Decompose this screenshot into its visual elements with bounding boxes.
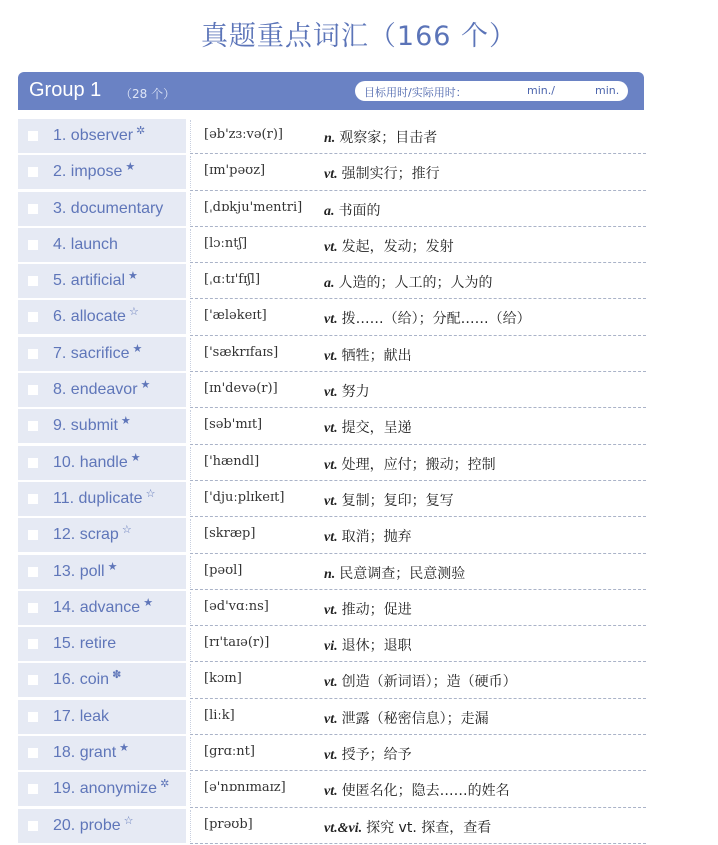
meaning: 努力 [341,384,370,401]
word-number: 2. [53,163,67,181]
checkbox[interactable] [28,494,38,504]
word-entry [53,526,132,544]
word-number: 5. [53,272,67,290]
frequency-mark-icon: ★ [132,342,143,355]
vocab-row [18,626,646,662]
column-divider [190,301,191,333]
vocab-row [18,118,646,154]
word-number: 14. [53,598,76,616]
word-cell [18,192,186,226]
word-cell [18,228,186,262]
phonetic: ['sækrɪfaɪs] [204,344,279,360]
definition [324,308,531,328]
meaning: 退休；退职 [341,638,412,655]
target-min-label: min./ [527,84,555,97]
word-entry [53,487,156,508]
column-divider [190,701,191,733]
word-text: probe [79,816,121,834]
word-text: documentary [70,199,164,217]
column-divider [190,156,191,188]
frequency-mark-icon: ★ [107,560,118,573]
part-of-speech: vt. [324,530,338,546]
vocab-row [18,154,646,190]
column-divider [190,338,191,370]
checkbox[interactable] [28,312,38,322]
word-number: 16. [53,671,76,689]
definition [324,163,440,183]
word-entry [53,744,129,762]
phonetic: [əd'vɑːns] [204,598,269,614]
frequency-mark-icon: ★ [119,742,130,755]
column-divider [190,447,191,479]
part-of-speech: a. [324,276,335,292]
frequency-mark-icon: ☆ [145,487,156,500]
word-number: 4. [53,235,67,253]
frequency-mark-icon: ★ [130,451,141,464]
part-of-speech: vt. [324,602,338,618]
vocab-row [18,481,646,517]
vocab-row [18,408,646,444]
word-cell [18,627,186,661]
word-text: submit [70,417,118,435]
word-entry [53,417,131,435]
word-text: artificial [70,272,126,290]
vocabulary-list [18,118,646,844]
word-cell [18,663,186,697]
word-number: 11. [53,489,75,507]
meaning: 处理，应付；搬动；控制 [341,456,496,473]
time-label: 目标用时/实际用时： [364,86,467,99]
word-number: 8. [53,381,67,399]
definition [324,200,381,220]
vocab-row [18,263,646,299]
word-text: advance [79,598,141,616]
vocab-row [18,590,646,626]
phonetic: ['æləkeɪt] [204,308,267,324]
word-cell [18,809,186,843]
definition [324,345,412,365]
word-text: launch [70,235,118,253]
word-number: 9. [53,417,67,435]
group-word-count: （28 个） [120,87,176,101]
checkbox[interactable] [28,821,38,831]
column-divider [190,773,191,805]
column-divider [190,519,191,551]
checkbox[interactable] [28,748,38,758]
checkbox[interactable] [28,167,38,177]
vocab-row [18,372,646,408]
phonetic: [skræp] [204,526,256,542]
part-of-speech: vt. [324,493,338,509]
meaning: 强制实行；推行 [341,166,440,183]
page-title: 真题重点词汇（166 个） [200,21,518,52]
checkbox[interactable] [28,712,38,722]
word-entry [53,780,169,798]
definition [324,236,454,256]
meaning: 拨……（给）；分配……（给） [341,311,531,328]
meaning: 取消；抛弃 [341,529,412,546]
word-entry [53,708,112,726]
checkbox[interactable] [28,385,38,395]
word-text: coin [79,671,110,689]
frequency-mark-icon: ★ [143,596,154,609]
frequency-mark-icon: ☆ [128,306,139,319]
word-text: anonymize [79,780,158,798]
meaning: 复制；复印；复写 [341,492,454,509]
group-header [18,72,644,110]
vocab-row [18,517,646,553]
word-text: handle [79,453,128,471]
part-of-speech: vi. [324,639,338,655]
vocab-row [18,336,646,372]
word-cell [18,482,186,516]
frequency-mark-icon: ★ [140,379,151,392]
frequency-mark-icon: ✽ [112,669,122,682]
column-divider [190,265,191,297]
definition [324,381,370,401]
row-separator [190,843,646,844]
meaning: 人造的；人工的；人为的 [338,275,493,292]
word-cell [18,736,186,770]
word-cell [18,772,186,806]
word-cell [18,409,186,443]
part-of-speech: vt. [324,675,338,691]
column-divider [190,556,191,588]
word-entry [53,342,143,363]
vocab-row [18,735,646,771]
word-text: retire [79,635,117,653]
meaning: 观察家；目击者 [339,130,438,146]
word-entry [53,272,138,290]
meaning: 牺牲；献出 [341,347,412,364]
checkbox[interactable] [28,567,38,577]
word-number: 19. [53,780,76,798]
word-number: 20. [53,816,76,834]
definition [324,599,412,619]
column-divider [190,229,191,261]
part-of-speech: vt. [324,748,338,764]
word-number: 10. [53,453,76,471]
word-text: sacrifice [70,344,130,362]
column-divider [190,483,191,515]
phonetic: [ˌdɒkju'mentri] [204,199,303,215]
part-of-speech: vt. [324,711,338,727]
checkbox[interactable] [28,204,38,214]
checkbox[interactable] [28,458,38,468]
word-entry [53,596,154,617]
word-entry [53,814,134,835]
part-of-speech: n. [324,131,336,146]
part-of-speech: vt. [324,312,338,328]
phonetic: [liːk] [204,707,235,723]
column-divider [190,810,191,842]
frequency-mark-icon: ☆ [123,814,134,827]
meaning: 泄露（秘密信息）；走漏 [341,710,489,727]
vocab-row [18,191,646,227]
part-of-speech: vt. [324,784,338,800]
word-cell [18,591,186,625]
phonetic: [səb'mɪt] [204,417,263,433]
word-text: scrap [79,526,119,544]
meaning: 创造（新词语）；造（硬币） [341,674,517,691]
column-divider [190,664,191,696]
definition [324,780,510,800]
checkbox[interactable] [28,639,38,649]
word-entry [53,671,121,689]
part-of-speech: a. [324,203,335,219]
phonetic: [grɑːnt] [204,744,255,760]
word-entry [53,635,119,653]
vocab-row [18,662,646,698]
part-of-speech: n. [324,566,336,582]
meaning: 使匿名化；隐去……的姓名 [341,783,510,800]
word-number: 12. [53,526,76,544]
word-number: 18. [53,744,76,762]
meaning: 提交，呈递 [341,420,412,437]
word-cell [18,700,186,734]
part-of-speech: vt. [324,457,338,473]
column-divider [190,120,191,152]
definition [324,454,496,474]
definition [324,526,412,546]
part-of-speech: vt. [324,167,338,183]
vocab-row [18,808,646,844]
definition [324,671,517,691]
word-cell [18,518,186,552]
vocab-row [18,771,646,807]
frequency-mark-icon: ★ [128,270,138,283]
frequency-mark-icon: ✲ [160,778,170,791]
vocab-row [18,227,646,263]
part-of-speech: vt. [324,239,338,255]
word-text: poll [79,562,105,580]
vocab-row [18,699,646,735]
vocab-row [18,445,646,481]
meaning: 授予；给予 [341,747,412,764]
meaning: 推动；促进 [341,601,412,618]
word-entry [53,127,145,145]
word-number: 13. [53,562,76,580]
definition [324,708,489,728]
word-number: 3. [53,199,67,217]
definition [324,635,412,655]
group-name: Group 1 [29,79,102,101]
phonetic: [ə'nɒnɪmaɪz] [204,780,286,796]
word-number: 17. [53,707,76,725]
checkbox[interactable] [28,603,38,613]
word-number: 6. [53,308,67,326]
column-divider [190,737,191,769]
definition [324,127,437,147]
part-of-speech: vt. [324,348,338,364]
word-cell [18,300,186,334]
time-record-box [355,81,628,101]
word-number: 7. [53,344,67,362]
phonetic: [pəʊl] [204,562,243,578]
word-number: 1. [53,127,67,144]
word-cell [18,264,186,298]
checkbox[interactable] [28,349,38,359]
word-cell [18,373,186,407]
column-divider [190,410,191,442]
frequency-mark-icon: ★ [125,161,136,174]
checkbox[interactable] [28,131,38,141]
word-text: allocate [70,308,126,326]
phonetic: [kɔɪn] [204,671,242,687]
word-cell [18,337,186,371]
checkbox[interactable] [28,784,38,794]
word-text: endeavor [70,381,138,399]
definition [324,817,491,837]
meaning: 发起，发动；发射 [341,238,454,255]
word-text: leak [79,707,110,725]
word-entry [53,308,139,326]
phonetic: ['djuːplɪkeɪt] [204,489,285,505]
word-text: observer [70,127,134,144]
part-of-speech: vt. [324,385,338,401]
meaning: 民意调查；民意测验 [339,565,466,582]
word-entry [53,163,135,181]
word-cell [18,155,186,189]
checkbox[interactable] [28,240,38,250]
meaning: 探究 vt. 探查，查看 [366,819,492,836]
phonetic: [prəʊb] [204,816,253,832]
frequency-mark-icon: ☆ [121,524,132,537]
phonetic: [ˌɑːtɪ'fɪʃl] [204,272,261,288]
column-divider [190,374,191,406]
phonetic: [rɪ'taɪə(r)] [204,635,270,651]
phonetic: [ɪm'pəʊz] [204,163,266,179]
definition [324,272,493,292]
word-number: 15. [53,635,76,653]
part-of-speech: vt.&vi. [324,820,363,836]
word-entry [53,200,166,218]
word-entry [53,560,118,581]
word-text: duplicate [78,489,143,507]
phonetic: [lɔːntʃ] [204,235,248,251]
checkbox[interactable] [28,421,38,431]
word-entry [53,236,121,254]
part-of-speech: vt. [324,421,338,437]
word-entry [53,381,150,399]
vocab-row [18,299,646,335]
phonetic: [ɪn'devə(r)] [204,381,278,397]
checkbox[interactable] [28,530,38,540]
checkbox[interactable] [28,276,38,286]
phonetic: ['hændl] [204,453,260,469]
frequency-mark-icon: ✲ [136,125,146,137]
column-divider [190,193,191,225]
vocab-row [18,554,646,590]
definition [324,490,454,510]
word-cell [18,119,186,153]
meaning: 书面的 [338,202,381,219]
actual-min-label: min. [595,84,620,97]
column-divider [190,592,191,624]
column-divider [190,628,191,660]
phonetic: [əb'zɜːvə(r)] [204,127,283,142]
checkbox[interactable] [28,675,38,685]
definition [324,417,412,437]
word-cell [18,555,186,589]
word-text: impose [70,163,123,181]
word-text: grant [79,744,117,762]
frequency-mark-icon: ★ [120,415,131,428]
word-entry [53,451,141,472]
definition [324,744,412,764]
definition [324,563,465,583]
word-cell [18,446,186,480]
